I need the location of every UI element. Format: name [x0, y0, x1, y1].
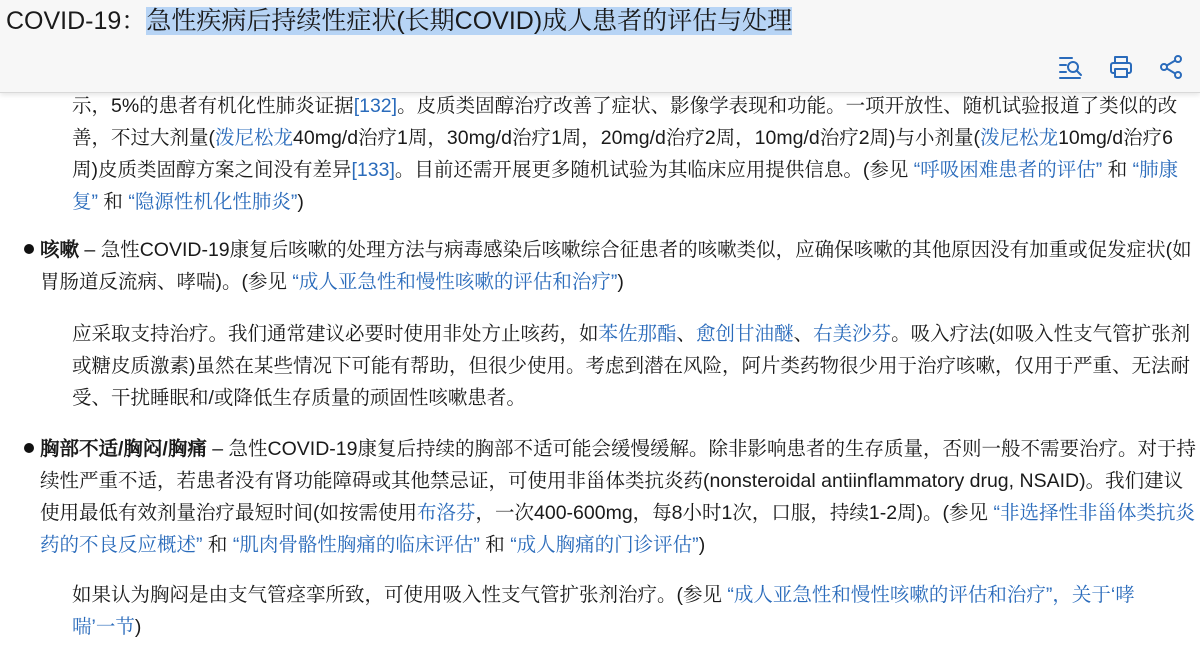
text: 应采取支持治疗。我们通常建议必要时使用非处方止咳药，如	[72, 323, 599, 345]
share-icon	[1158, 54, 1184, 80]
text: 10mg/d治疗6周)皮质类固醇方案之间没有差异	[72, 127, 1173, 181]
text: 和	[98, 191, 129, 213]
text: 、	[793, 323, 814, 345]
text: 。吸入疗法(如吸入性支气管扩张剂或糖皮质激素)虽然在某些情况下可能有帮助，但很少使用。考虑到潜在风险，阿片类药物很少用于治疗咳嗽，仅用于严重、无法耐受、干扰睡眠和/或降低生存质量的顽固性咳嗽患者。	[72, 323, 1191, 409]
cough-bullet	[40, 234, 1196, 298]
reference-link-133[interactable]: [133]	[351, 159, 395, 181]
drug-link-prednisolone[interactable]: 泼尼松龙	[215, 127, 294, 149]
topic-link-nsaid-adverse-effects[interactable]: “非选择性非甾体类抗炎药的不良反应概述”	[40, 502, 1195, 556]
text: 、	[676, 323, 697, 345]
title-selected-text[interactable]: 急性疾病后持续性症状(长期COVID)成人患者的评估与处理	[146, 7, 793, 35]
text: – 急性COVID-19康复后咳嗽的处理方法与病毒感染后咳嗽综合征患者的咳嗽类似，应确保咳嗽的其他原因没有加重或促发症状(如胃肠道反流病、哮喘)。(参见	[40, 239, 1192, 293]
topic-link-chronic-cough-asthma-section[interactable]: “成人亚急性和慢性咳嗽的评估和治疗”，关于‘哮喘’一节	[72, 584, 1135, 638]
search-list-icon	[1058, 54, 1084, 80]
bullet-icon	[24, 443, 34, 453]
bullet-icon	[24, 244, 34, 254]
drug-link-prednisolone[interactable]: 泼尼松龙	[980, 127, 1059, 149]
topic-link-outpatient-chest-pain[interactable]: “成人胸痛的门诊评估”	[510, 534, 699, 556]
text: 40mg/d治疗1周，30mg/d治疗1周，20mg/d治疗2周，10mg/d治疗2周)与小剂量(	[293, 127, 981, 149]
article-header	[0, 0, 1200, 93]
text: )	[698, 534, 706, 556]
drug-link-benzonatate[interactable]: 苯佐那酯	[598, 323, 677, 345]
cough-treatment-paragraph	[72, 318, 1194, 414]
text: )	[297, 191, 304, 213]
chest-discomfort-bullet	[40, 433, 1196, 561]
topic-link-chronic-cough[interactable]: “成人亚急性和慢性咳嗽的评估和治疗”	[292, 271, 618, 293]
topic-link-musculoskeletal-chest-pain[interactable]: “肌肉骨骼性胸痛的临床评估”	[232, 534, 480, 556]
text: ，一次400-600mg，每8小时1次，口服，持续1-2周)。(参见	[475, 502, 994, 524]
printer-icon	[1108, 54, 1134, 80]
text: )	[134, 616, 142, 638]
drug-link-dextromethorphan[interactable]: 右美沙芬	[813, 323, 892, 345]
text: 和	[1102, 159, 1133, 181]
topic-link-pulmonary-rehab[interactable]: “肺康复”	[72, 159, 1179, 213]
organizing-pneumonia-paragraph	[72, 92, 1194, 218]
article-body	[0, 92, 1200, 648]
text: 和	[479, 534, 511, 556]
toolbar	[1056, 52, 1186, 82]
page-title	[6, 6, 792, 36]
text: )	[617, 271, 624, 293]
drug-link-ibuprofen[interactable]: 布洛芬	[417, 502, 476, 524]
topic-link-cryptogenic-organizing-pneumonia[interactable]: “隐源性机化性肺炎”	[128, 191, 298, 213]
text: 和	[202, 534, 233, 556]
text: 如果认为胸闷是由支气管痉挛所致，可使用吸入性支气管扩张剂治疗。(参见	[72, 584, 728, 606]
search-in-topic-button[interactable]	[1056, 52, 1086, 82]
share-button[interactable]	[1156, 52, 1186, 82]
text: – 急性COVID-19康复后持续的胸部不适可能会缓慢缓解。除非影响患者的生存质量，否则一般不需要治疗。对于持续性严重不适，若患者没有肾功能障碍或其他禁忌证，可使用非甾体类抗炎药(nonsteroidal antiinflammatory drug, NSAID)。我们建议使用最低有效剂量治疗最短时间(如按需使用	[40, 438, 1196, 524]
chest-discomfort-term: 胸部不适/胸闷/胸痛	[40, 438, 207, 460]
drug-link-guaifenesin[interactable]: 愈创甘油醚	[696, 323, 794, 345]
text: 。目前还需开展更多随机试验为其临床应用提供信息。(参见	[394, 159, 914, 181]
title-prefix: COVID-19：	[6, 7, 147, 35]
print-button[interactable]	[1106, 52, 1136, 82]
text: 。皮质类固醇治疗改善了症状、影像学表现和功能。一项开放性、随机试验报道了类似的改善，不过大剂量(	[72, 95, 1178, 149]
cough-term: 咳嗽	[40, 239, 80, 261]
text: 示，5%的患者有机化性肺炎证据	[72, 95, 354, 117]
reference-link-132[interactable]: [132]	[353, 95, 398, 117]
chest-tightness-treatment-paragraph	[72, 579, 1152, 643]
topic-link-dyspnea-evaluation[interactable]: “呼吸困难患者的评估”	[913, 159, 1103, 181]
